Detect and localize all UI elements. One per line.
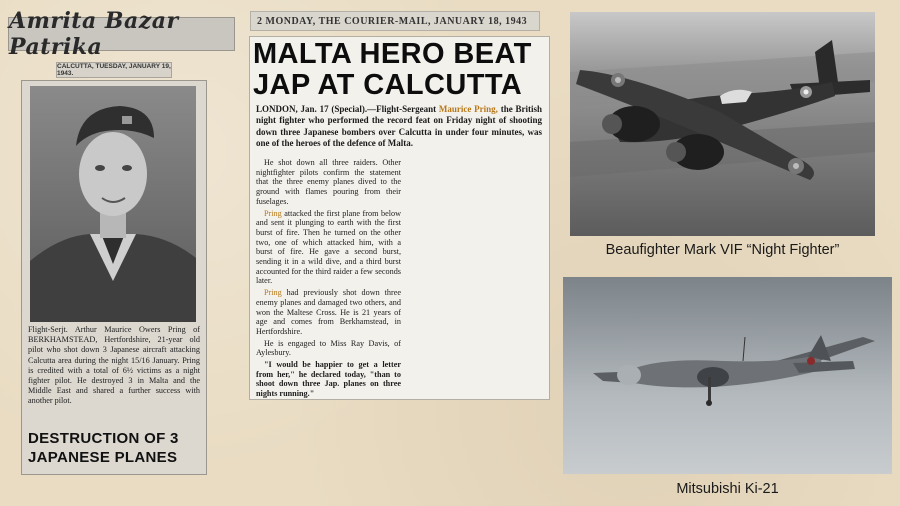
left-newspaper-clipping bbox=[21, 80, 207, 475]
pilot-portrait-photo bbox=[30, 86, 196, 322]
beaufighter-photo bbox=[570, 12, 875, 236]
pilot-caption: Flight-Serjt. Arthur Maurice Owers Pring of BERKHAMSTEAD, Hertfordshire, 21-year old pilot who shot down 3 Japanese aircraft attacking Calcutta area during the night 15/16 January. Pring is credited with a total of 6½ victims as a night fighter pilot. He destroyed 3 in Malta and the Middle East and shared a further success with another pilot. bbox=[28, 325, 200, 406]
article-paragraph bbox=[256, 209, 401, 287]
article-paragraph: He is engaged to Miss Ray Davis, of Aylesbury. bbox=[256, 338, 401, 358]
left-dateline: CALCUTTA, TUESDAY, JANUARY 19, 1943. bbox=[57, 63, 171, 77]
left-headline-line-2: JAPANESE PLANES bbox=[28, 449, 178, 466]
article-body bbox=[256, 158, 401, 401]
paragraph-text: had previously shot down three enemy planes and damaged two others, and won the Maltese Cross. He is 21 years of age and comes from Berkhamstead, in Hertfordshire. bbox=[256, 288, 401, 336]
ki21-photo bbox=[563, 277, 892, 474]
article-paragraph: "I would be happier to get a letter from her," he declared today, "than to shoot down three Jap. planes on three nights running." bbox=[256, 360, 401, 399]
beaufighter-caption: Beaufighter Mark VIF “Night Fighter” bbox=[605, 242, 840, 258]
newspaper-masthead: Amrita Bazar Patrika bbox=[8, 17, 235, 51]
left-headline-line-1: DESTRUCTION OF 3 bbox=[28, 430, 179, 447]
middle-newspaper-clipping bbox=[249, 36, 550, 400]
main-headline-line-1: MALTA HERO BEAT bbox=[253, 38, 532, 70]
article-lead bbox=[256, 104, 542, 149]
paragraph-text: attacked the first plane from below and sent it plunging to earth with the first burst of fire. Then he turned on the other two, one of which attacked him, with a burst of fire. He gave a second burst, sending it in a wild dive, and a third burst accounted for the third raider a few seconds later. bbox=[256, 208, 401, 286]
courier-mail-dateline: 2 MONDAY, THE COURIER-MAIL, JANUARY 18, 1943 bbox=[250, 11, 540, 31]
main-headline-line-2: JAP AT CALCUTTA bbox=[253, 69, 523, 101]
main-headline bbox=[253, 39, 546, 101]
highlighted-name: Pring bbox=[264, 288, 282, 298]
lead-end: the British night fighter who performed the record feat on Friday night of shooting down three Japanese bombers over Calcutta in under four minutes, was one of the heroes of the defence of Malta. bbox=[256, 104, 542, 148]
article-paragraph bbox=[256, 288, 401, 337]
article-paragraph: He shot down all three raiders. Other nightfighter pilots confirm the statement that the three enemy planes dived to the ground with flames pouring from their fuselages. bbox=[256, 158, 401, 206]
highlighted-name: Pring bbox=[264, 208, 282, 218]
lead-start: LONDON, Jan. 17 (Special).—Flight-Sergeant bbox=[256, 104, 439, 114]
highlighted-name: Maurice Pring, bbox=[438, 104, 498, 114]
ki21-caption: Mitsubishi Ki-21 bbox=[676, 481, 779, 497]
left-headline bbox=[28, 429, 200, 467]
